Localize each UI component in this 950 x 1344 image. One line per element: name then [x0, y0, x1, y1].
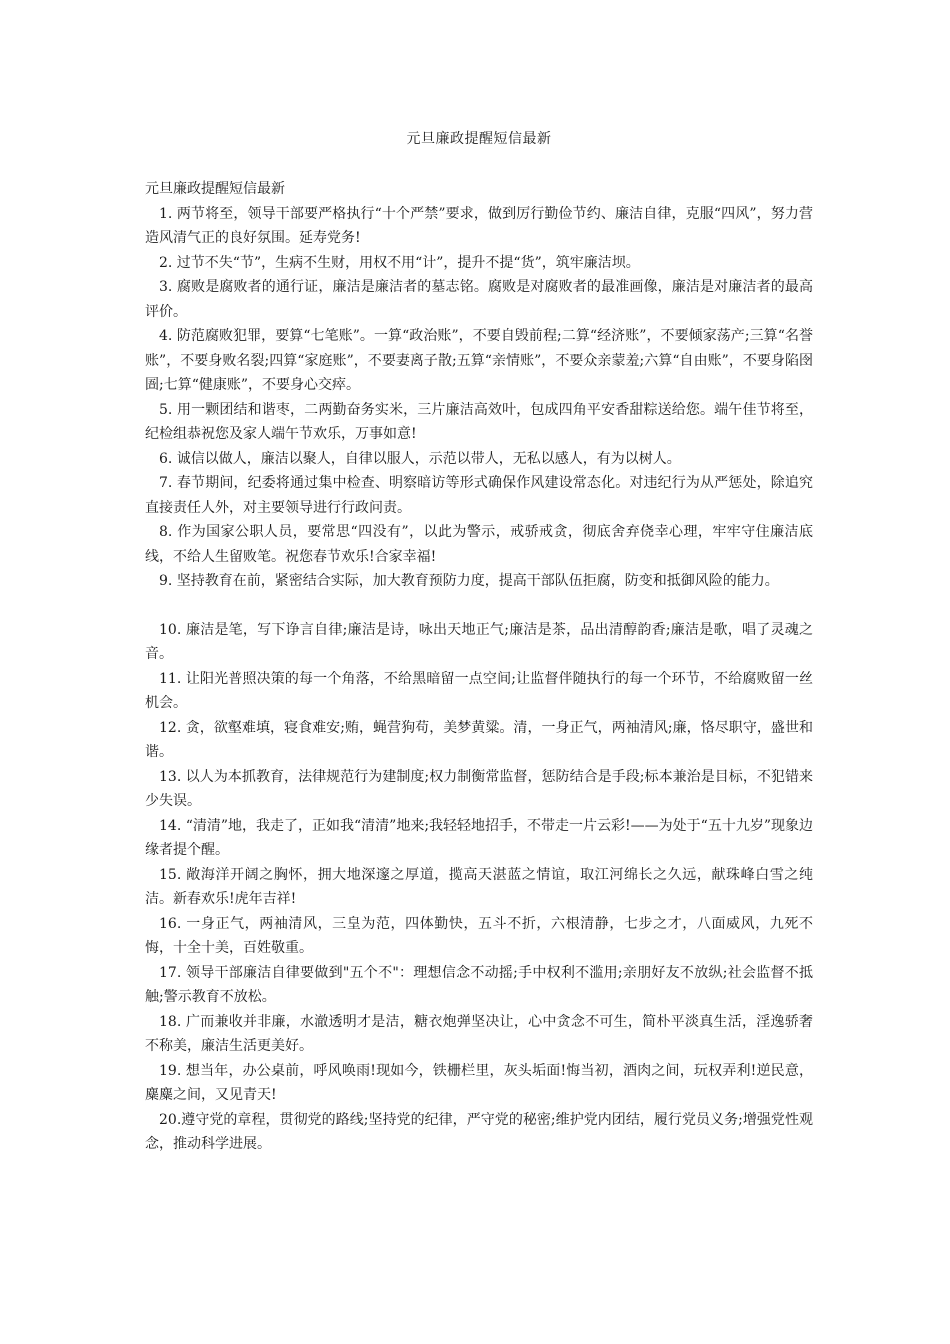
list-item: 9. 坚持教育在前，紧密结合实际，加大教育预防力度，提高干部队伍拒腐，防变和抵御风险的能力。: [159, 573, 779, 589]
list-item: 7. 春节期间，纪委将通过集中检查、明察暗访等形式确保作风建设常态化。对违纪行为从严惩处，除追究直接责任人外，对主要领导进行行政问责。: [145, 475, 813, 516]
list-item: 5. 用一颗团结和谐枣，二两勤奋务实米，三片廉洁高效叶，包成四角平安香甜粽送给您。端午佳节将至，纪检组恭祝您及家人端午节欢乐，万事如意!: [145, 401, 813, 442]
list-item: 18. 广而兼收并非廉，水澈透明才是洁，糖衣炮弹坚决让，心中贪念不可生，简朴平淡真生活，淫逸骄奢不称美，廉洁生活更美好。: [145, 1013, 813, 1054]
list-item: 1. 两节将至，领导干部要严格执行“十个严禁”要求，做到厉行勤俭节约、廉洁自律，克服“四风”，努力营造风清气正的良好氛围。延寿党务!: [145, 205, 813, 246]
list-item: 10. 廉洁是笔，写下诤言自律;廉洁是诗，咏出天地正气;廉洁是茶，品出清醇韵香;廉洁是歌，唱了灵魂之音。: [145, 621, 813, 662]
list-item: 11. 让阳光普照决策的每一个角落，不给黑暗留一点空间;让监督伴随执行的每一个环节，不给腐败留一丝机会。: [145, 670, 813, 711]
list-item: 14. “清清”地，我走了，正如我“清清”地来;我轻轻地招手，不带走一片云彩!——为处于“五十九岁”现象边缘者提个醒。: [145, 817, 813, 858]
document-subtitle: 元旦廉政提醒短信最新: [145, 181, 285, 197]
list-item: 17. 领导干部廉洁自律要做到"五个不"：理想信念不动摇;手中权利不滥用;亲朋好友不放纵;社会监督不抵触;警示教育不放松。: [145, 964, 813, 1005]
paragraph-gap: [145, 594, 813, 618]
list-item: 3. 腐败是腐败者的通行证，廉洁是廉洁者的墓志铭。腐败是对腐败者的最准画像，廉洁是对廉洁者的最高评价。: [145, 279, 813, 320]
list-item: 15. 敞海洋开阔之胸怀，拥大地深邃之厚道，揽高天湛蓝之情谊，取江河绵长之久远，献珠峰白雪之纯洁。新春欢乐!虎年吉祥!: [145, 866, 813, 907]
list-item: 13. 以人为本抓教育，法律规范行为建制度;权力制衡常监督，惩防结合是手段;标本兼治是目标，不犯错来少失误。: [145, 768, 813, 809]
document-body: [145, 177, 813, 1157]
list-item: 12. 贪，欲壑难填，寝食难安;贿，蝇营狗苟，美梦黄粱。清，一身正气，两袖清风;廉，恪尽职守，盛世和谐。: [145, 719, 813, 760]
list-item: 2. 过节不失“节”，生病不生财，用权不用“计”，提升不提“货”，筑牢廉洁坝。: [159, 254, 640, 271]
list-item: 16. 一身正气，两袖清风，三皇为范，四体勤快，五斗不折，六根清静，七步之才，八面威风，九死不悔，十全十美，百姓敬重。: [145, 915, 813, 956]
document-title: 元旦廉政提醒短信最新: [406, 131, 552, 147]
list-item: 8. 作为国家公职人员，要常思“四没有”，以此为警示，戒骄戒贪，彻底舍弃侥幸心理，牢牢守住廉洁底线，不给人生留败笔。祝您春节欢乐!合家幸福!: [145, 524, 813, 565]
list-item: 6. 诚信以做人，廉洁以聚人，自律以服人，示范以带人，无私以感人，有为以树人。: [159, 450, 681, 467]
list-item: 20.遵守党的章程，贯彻党的路线;坚持党的纪律，严守党的秘密;维护党内团结，履行党员义务;增强党性观念，推动科学进展。: [145, 1111, 813, 1152]
list-item: 4. 防范腐败犯罪，要算“七笔账”。一算“政治账”，不要自毁前程;二算“经济账”，不要倾家荡产;三算“名誉账”，不要身败名裂;四算“家庭账”，不要妻离子散;五算“亲情账”，不要众亲蒙羞;六算“自由账”，不要身陷囹圄;七算“健康账”，不要身心交瘁。: [145, 328, 813, 393]
list-item: 19. 想当年，办公桌前，呼风唤雨!现如今，铁栅栏里，灰头垢面!悔当初，酒肉之间，玩权弄利!逆民意，麋麋之间，又见青天!: [145, 1062, 813, 1103]
